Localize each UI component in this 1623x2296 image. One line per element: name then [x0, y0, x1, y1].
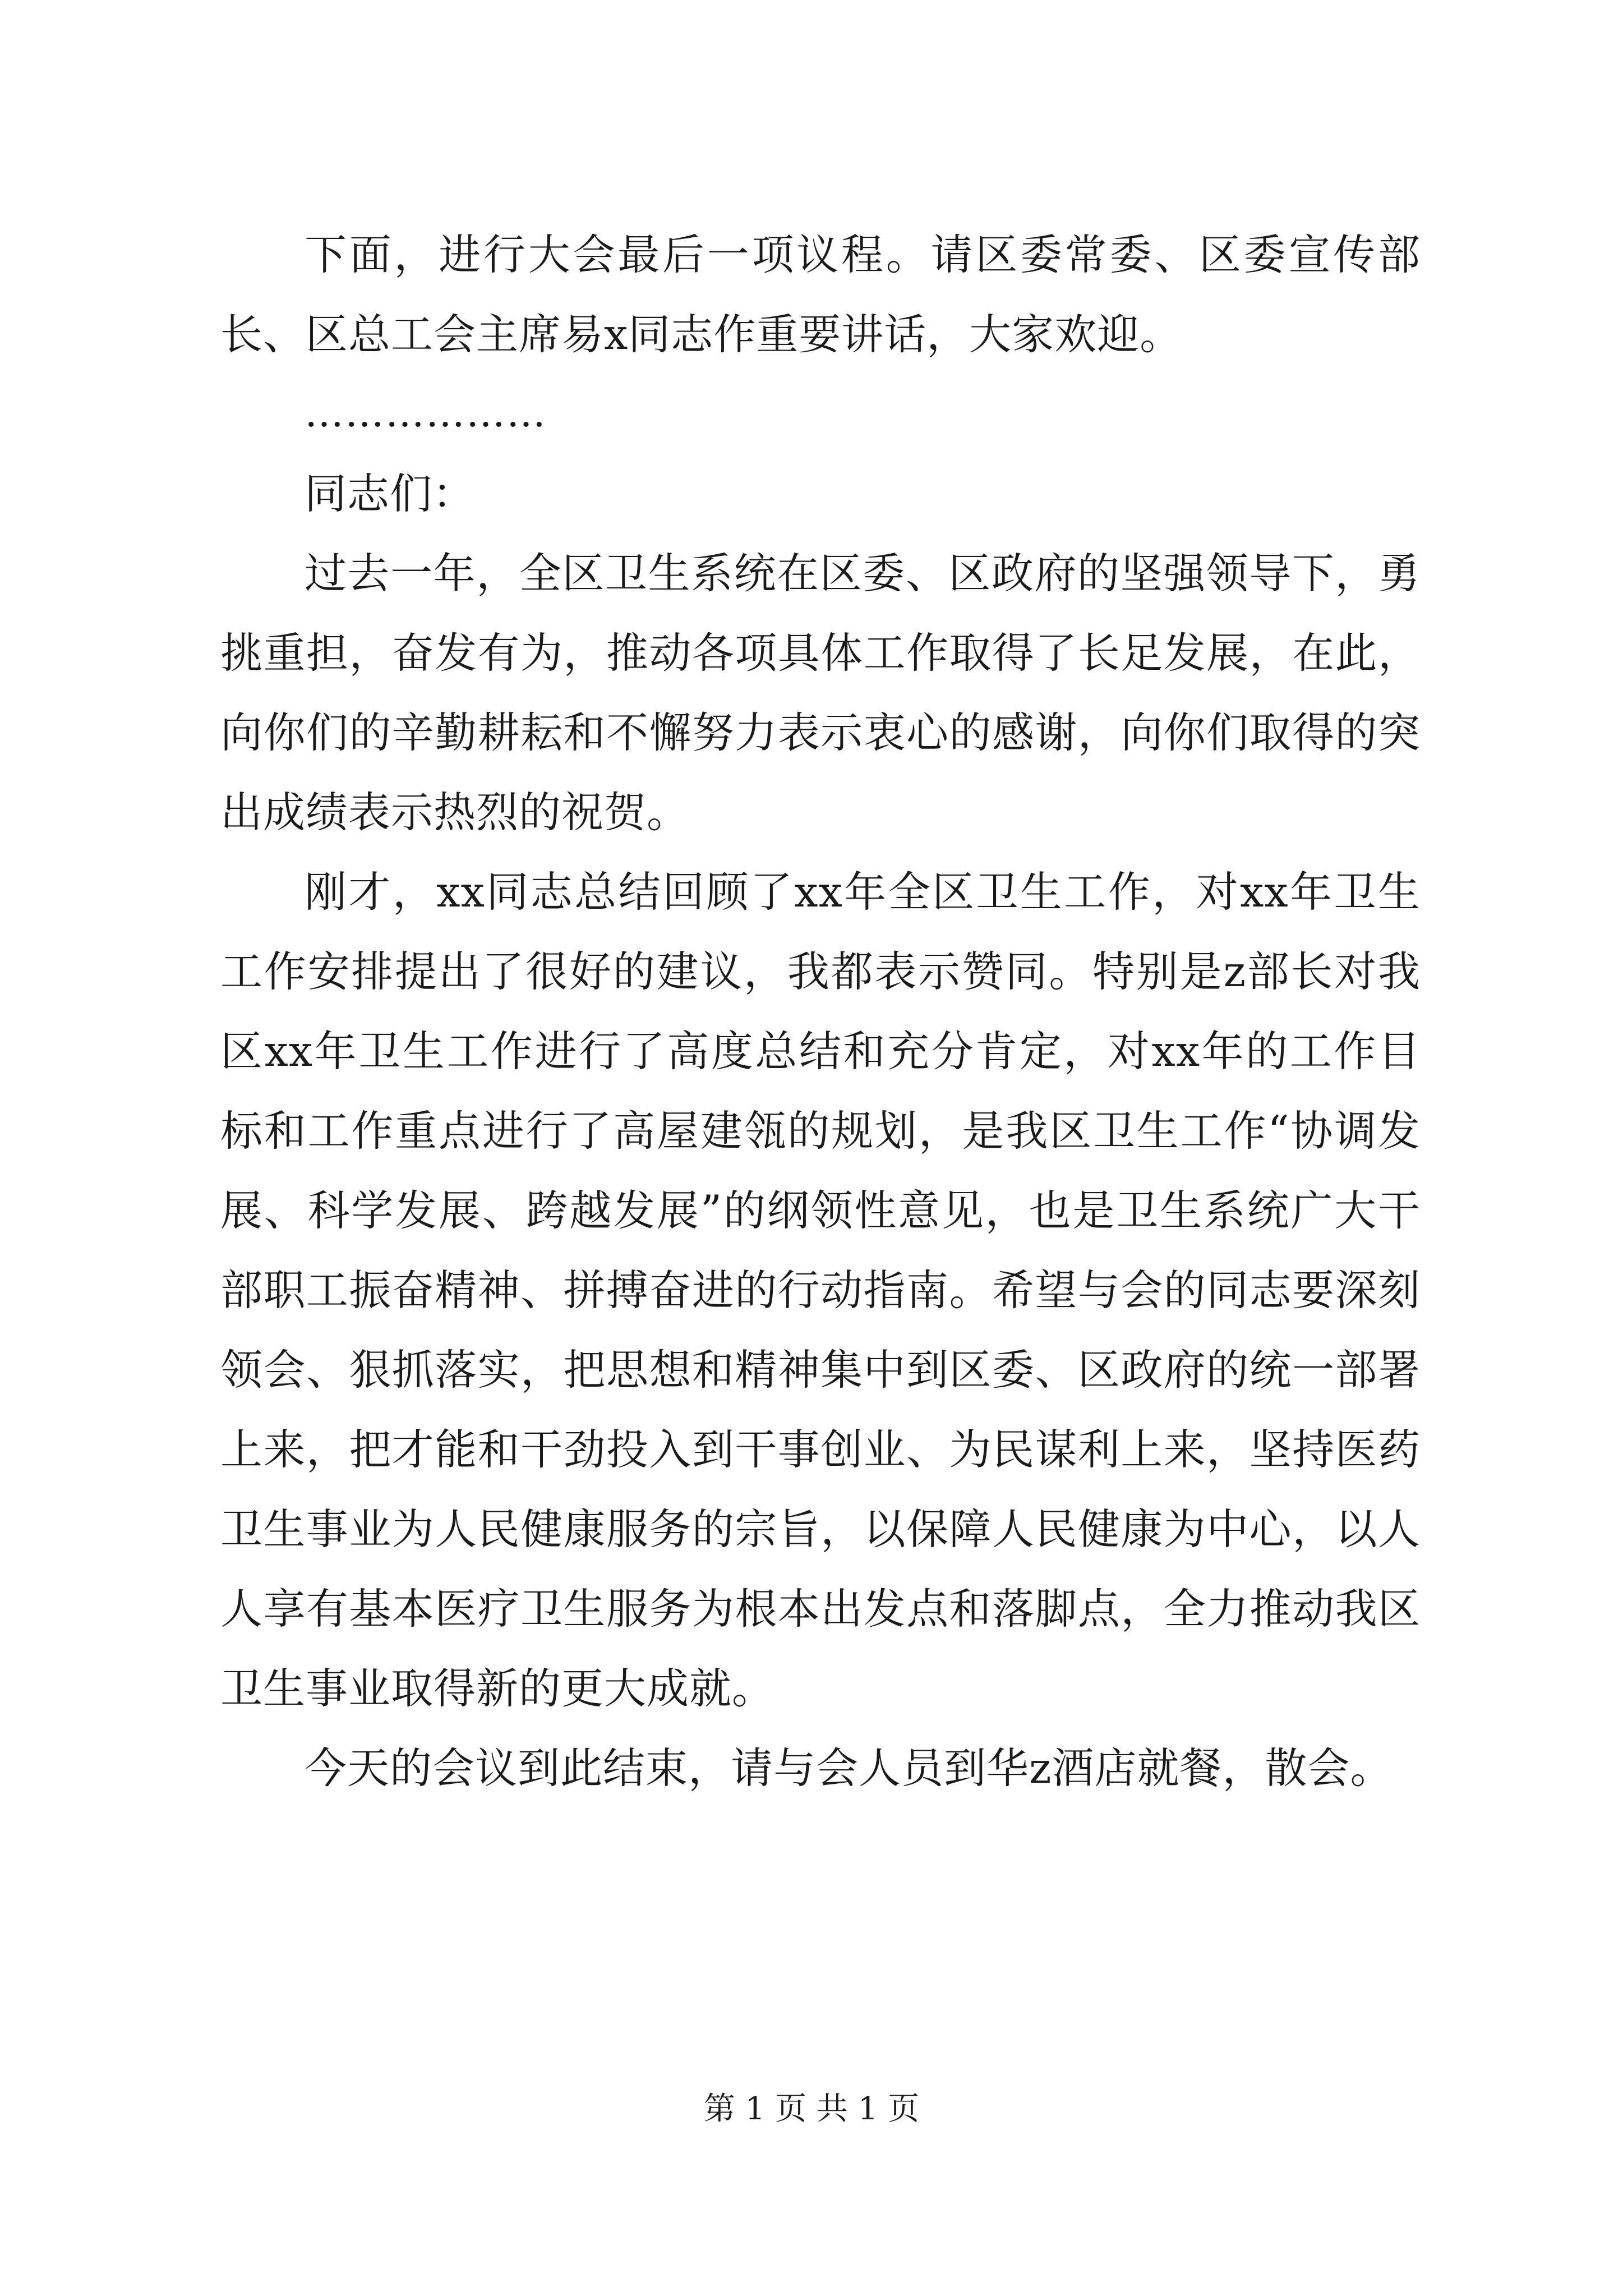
paragraph-review: 过去一年，全区卫生系统在区委、区政府的坚强领导下，勇挑重担，奋发有为，推动各项具体工作取得了长足发展，在此，向你们的辛勤耕耘和不懈努力表示衷心的感谢，向你们取得的突出成绩表示热烈的祝贺。: [220, 549, 1421, 837]
page-footer: 第 1 页 共 1 页: [703, 2091, 920, 2127]
document-body: [220, 215, 1421, 1808]
ellipsis-separator: [220, 374, 1421, 454]
paragraph-salutation: 同志们：: [305, 469, 476, 518]
paragraph-agenda: 下面，进行大会最后一项议程。请区委常委、区委宣传部长、区总工会主席易x同志作重要讲话，大家欢迎。: [220, 230, 1421, 359]
paragraph-closing: 今天的会议到此结束，请与会人员到华z酒店就餐，散会。: [305, 1743, 1393, 1793]
paragraph-remarks: 刚才，xx同志总结回顾了xx年全区卫生工作，对xx年卫生工作安排提出了很好的建议，我都表示赞同。特别是z部长对我区xx年卫生工作进行了高度总结和充分肯定，对xx年的工作目标和工作重点进行了高屋建瓴的规划，是我区卫生工作“协调发展、科学发展、跨越发展”的纲领性意见，也是卫生系统广大干部职工振奋精神、拼搏奋进的行动指南。希望与会的同志要深刻领会、狠抓落实，把思想和精神集中到区委、区政府的统一部署上来，把才能和干劲投入到干事创业、为民谋利上来，坚持医药卫生事业为人民健康服务的宗旨，以保障人民健康为中心，以人人享有基本医疗卫生服务为根本出发点和落脚点，全力推动我区卫生事业取得新的更大成就。: [220, 867, 1421, 1713]
ellipsis-text: ………………: [305, 390, 547, 436]
